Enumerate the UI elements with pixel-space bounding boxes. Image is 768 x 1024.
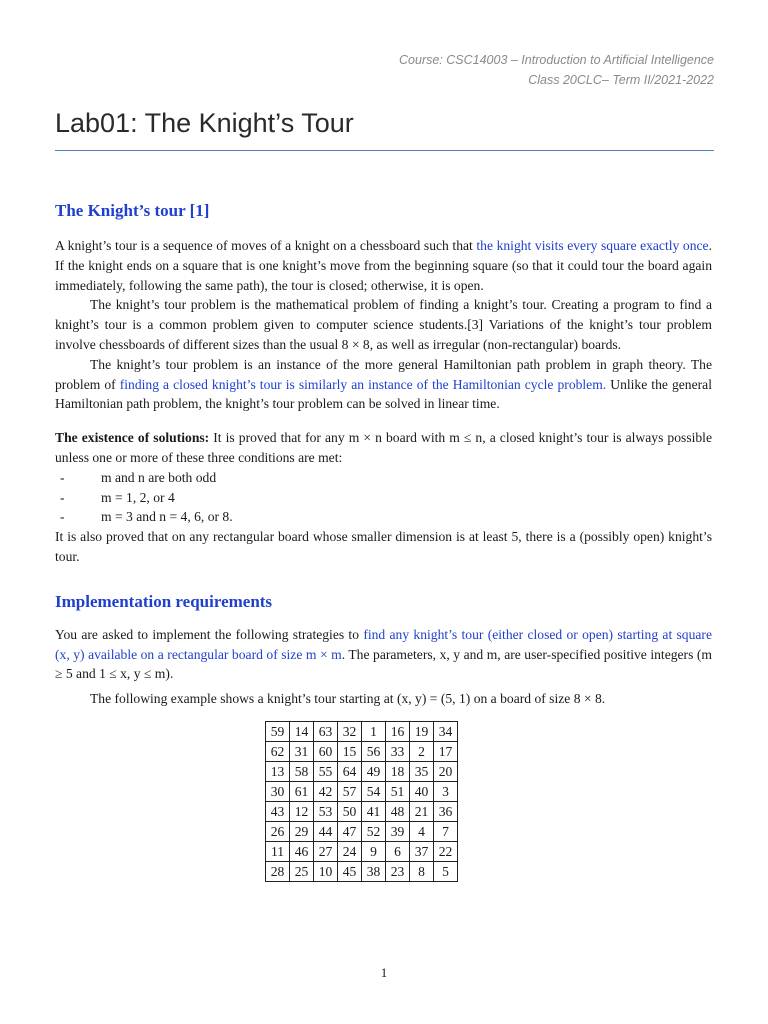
table-row: [266, 861, 458, 881]
board-cell: 54: [362, 781, 386, 801]
highlighted-text: finding a closed knight’s tour is similarly an instance of the Hamiltonian cycle problem.: [119, 376, 607, 392]
board-cell: 48: [386, 801, 410, 821]
paragraph-requirements: [55, 625, 712, 684]
board-cell: 60: [314, 741, 338, 761]
text-run: . If the knight ends on a square that is one knight’s move from the beginning square (so that it could tour the board again immediately, following the same path), the tour is closed; otherwise, it is open.: [55, 238, 712, 293]
section-heading-knights-tour: The Knight’s tour [1]: [55, 201, 210, 220]
board-cell: 61: [290, 781, 314, 801]
conditions-list: [55, 468, 712, 527]
table-row: [266, 821, 458, 841]
knights-tour-board: [265, 721, 458, 882]
list-item: - m = 3 and n = 4, 6, or 8.: [55, 507, 712, 527]
board-cell: 43: [266, 801, 290, 821]
page-title: Lab01: The Knight’s Tour: [55, 108, 354, 138]
document-body: [55, 198, 712, 882]
paragraph-example: The following example shows a knight’s tour starting at (x, y) = (5, 1) on a board of size 8 × 8.: [90, 691, 606, 707]
board-cell: 32: [338, 721, 362, 741]
board-cell: 17: [434, 741, 458, 761]
table-row: [266, 841, 458, 861]
board-cell: 40: [410, 781, 434, 801]
paragraph-definition: [55, 236, 712, 295]
board-cell: 51: [386, 781, 410, 801]
board-cell: 28: [266, 861, 290, 881]
text-run: A knight’s tour is a sequence of moves of a knight on a chessboard such that: [55, 238, 477, 253]
board-cell: 14: [290, 721, 314, 741]
board-cell: 62: [266, 741, 290, 761]
board-cell: 9: [362, 841, 386, 861]
board-cell: 1: [362, 721, 386, 741]
course-header: [399, 50, 714, 90]
board-cell: 64: [338, 761, 362, 781]
board-cell: 39: [386, 821, 410, 841]
board-cell: 10: [314, 861, 338, 881]
text-run: . The parameters, x, y and m, are user-specified positive integers (m ≥ 5 and 1 ≤ x, y ≤ m).: [55, 646, 712, 682]
board-cell: 13: [266, 761, 290, 781]
board-cell: 12: [290, 801, 314, 821]
table-row: [266, 801, 458, 821]
board-cell: 36: [434, 801, 458, 821]
board-cell: 27: [314, 841, 338, 861]
highlighted-text: the knight visits every square exactly once: [476, 238, 709, 253]
board-cell: 46: [290, 841, 314, 861]
list-item: - m = 1, 2, or 4: [55, 488, 712, 508]
board-cell: 23: [386, 861, 410, 881]
text-run: It is proved that for any m × n board with m ≤ n, a closed knight’s tour is always possible unless one or more of these three conditions are met:: [55, 430, 712, 465]
course-line: Course: CSC14003 – Introduction to Artificial Intelligence: [399, 53, 714, 67]
text-run: The knight’s tour problem is an instance of the more general Hamiltonian path problem in graph theory. The problem of: [55, 356, 712, 392]
board-cell: 7: [434, 821, 458, 841]
board-cell: 4: [410, 821, 434, 841]
board-cell: 33: [386, 741, 410, 761]
board-cell: 57: [338, 781, 362, 801]
board-cell: 47: [338, 821, 362, 841]
existence-label: The existence of solutions:: [55, 430, 210, 446]
paragraph-problem: The knight’s tour problem is the mathematical problem of finding a knight’s tour. Creating a program to find a knight’s tour is a common problem given to computer science students.[3] Variations of the knight’s tour problem involve chessboards of different sizes than the usual 8 × 8, as well as irregular (non-rectangular) boards.: [55, 297, 712, 352]
page-number: 1: [380, 965, 388, 980]
paragraph-existence: [55, 428, 712, 468]
board-cell: 52: [362, 821, 386, 841]
board-cell: 56: [362, 741, 386, 761]
board-cell: 45: [338, 861, 362, 881]
board-cell: 42: [314, 781, 338, 801]
board-cell: 35: [410, 761, 434, 781]
board-cell: 20: [434, 761, 458, 781]
title-divider: [55, 150, 714, 151]
list-item: - m and n are both odd: [55, 468, 712, 488]
paragraph-open-tour: It is also proved that on any rectangular board whose smaller dimension is at least 5, there is a (possibly open) knight’s tour.: [55, 529, 712, 564]
board-cell: 53: [314, 801, 338, 821]
board-cell: 41: [362, 801, 386, 821]
board-cell: 63: [314, 721, 338, 741]
table-row: [266, 741, 458, 761]
board-cell: 21: [410, 801, 434, 821]
highlighted-text: find any knight’s tour (either closed or open) starting at square (x, y) available on a rectangular board of size m × m: [55, 626, 712, 662]
board-cell: 3: [434, 781, 458, 801]
class-line: Class 20CLC– Term II/2021-2022: [528, 73, 714, 87]
table-row: [266, 761, 458, 781]
board-cell: 59: [266, 721, 290, 741]
text-run: Unlike the general Hamiltonian path problem, the knight’s tour problem can be solved in linear time.: [55, 376, 712, 412]
board-cell: 24: [338, 841, 362, 861]
board-cell: 38: [362, 861, 386, 881]
board-cell: 44: [314, 821, 338, 841]
board-cell: 50: [338, 801, 362, 821]
board-cell: 25: [290, 861, 314, 881]
board-cell: 34: [434, 721, 458, 741]
board-cell: 49: [362, 761, 386, 781]
board-cell: 16: [386, 721, 410, 741]
board-cell: 29: [290, 821, 314, 841]
board-cell: 18: [386, 761, 410, 781]
board-cell: 55: [314, 761, 338, 781]
board-cell: 22: [434, 841, 458, 861]
board-cell: 6: [386, 841, 410, 861]
board-cell: 26: [266, 821, 290, 841]
text-run: You are asked to implement the following strategies to: [55, 626, 364, 642]
board-cell: 2: [410, 741, 434, 761]
board-cell: 5: [434, 861, 458, 881]
table-row: [266, 721, 458, 741]
board-cell: 30: [266, 781, 290, 801]
board-cell: 37: [410, 841, 434, 861]
board-cell: 8: [410, 861, 434, 881]
board-cell: 19: [410, 721, 434, 741]
board-cell: 11: [266, 841, 290, 861]
table-row: [266, 781, 458, 801]
board-cell: 15: [338, 741, 362, 761]
paragraph-hamiltonian: [55, 355, 712, 414]
board-cell: 31: [290, 741, 314, 761]
section-heading-implementation: Implementation requirements: [55, 591, 273, 611]
board-cell: 58: [290, 761, 314, 781]
